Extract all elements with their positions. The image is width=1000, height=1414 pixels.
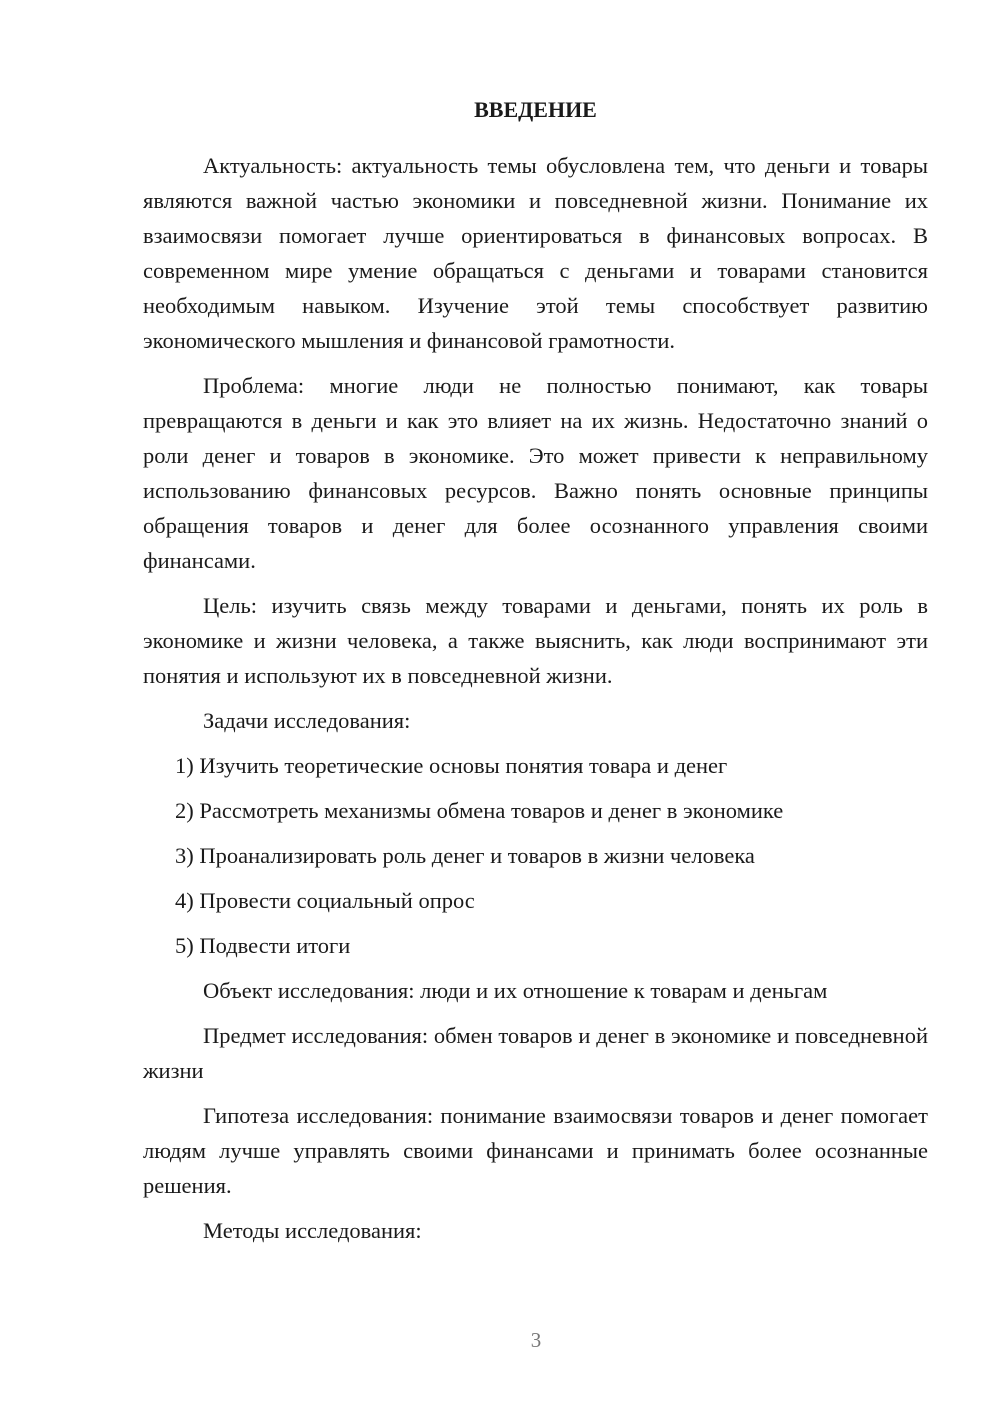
relevance-paragraph: Актуальность: актуальность темы обусловлена тем, что деньги и товары являются важной частью экономики и повседневной жизни. Понимание их взаимосвязи помогает лучше ориентироваться в финансовых вопросах. В современном мире умение обращаться с деньгами и товарами становится необходимым навыком. Изучение этой темы способствует развитию экономического мышления и финансовой грамотности.	[143, 153, 928, 353]
list-item: 4) Провести социальный опрос	[175, 888, 475, 913]
list-item: 2) Рассмотреть механизмы обмена товаров и денег в экономике	[175, 798, 784, 823]
object-paragraph: Объект исследования: люди и их отношение к товарам и деньгам	[203, 978, 828, 1003]
hypothesis-paragraph: Гипотеза исследования: понимание взаимосвязи товаров и денег помогает людям лучше управлять своими финансами и принимать более осознанные решения.	[143, 1103, 928, 1198]
problem-paragraph: Проблема: многие люди не полностью понимают, как товары превращаются в деньги и как это влияет на их жизнь. Недостаточно знаний о роли денег и товаров в экономике. Это может привести к неправильному использованию финансовых ресурсов. Важно понять основные принципы обращения товаров и денег для более осознанного управления своими финансами.	[143, 373, 928, 573]
goal-paragraph: Цель: изучить связь между товарами и деньгами, понять их роль в экономике и жизни человека, а также выяснить, как люди воспринимают эти понятия и используют их в повседневной жизни.	[143, 593, 928, 688]
page-number: 3	[530, 1328, 542, 1352]
page-title: ВВЕДЕНИЕ	[474, 97, 597, 122]
methods-title: Методы исследования:	[203, 1218, 422, 1243]
document-page	[143, 92, 928, 1258]
list-item: 5) Подвести итоги	[175, 933, 351, 958]
tasks-list	[143, 748, 928, 963]
subject-paragraph: Предмет исследования: обмен товаров и денег в экономике и повседневной жизни	[143, 1023, 928, 1083]
list-item: 1) Изучить теоретические основы понятия товара и денег	[175, 753, 728, 778]
tasks-title: Задачи исследования:	[203, 708, 411, 733]
list-item: 3) Проанализировать роль денег и товаров в жизни человека	[175, 843, 755, 868]
